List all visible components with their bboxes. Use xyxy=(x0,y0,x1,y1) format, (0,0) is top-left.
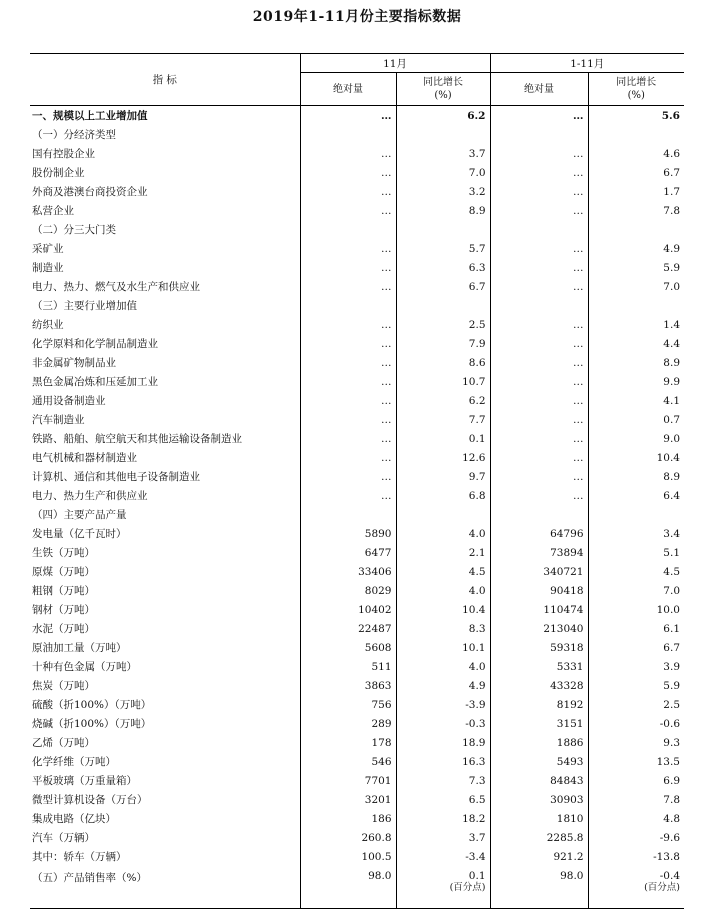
row-name: 焦炭（万吨） xyxy=(32,680,95,692)
cell-absolute-november xyxy=(300,125,396,144)
cell-absolute-jan-nov: … xyxy=(490,163,588,182)
cell-yoy-jan-nov xyxy=(588,296,684,315)
cell-absolute-jan-nov: … xyxy=(490,372,588,391)
row-name: 计算机、通信和其他电子设备制造业 xyxy=(32,471,200,483)
cell-absolute-november xyxy=(300,505,396,524)
row-name: 汽车制造业 xyxy=(32,414,85,426)
row-name: 股份制企业 xyxy=(32,167,85,179)
cell-yoy-november: 10.1 xyxy=(396,638,490,657)
cell-absolute-november: … xyxy=(300,277,396,296)
row-name: 采矿业 xyxy=(32,243,64,255)
table-row xyxy=(30,771,684,790)
table-row xyxy=(30,809,684,828)
cell-absolute-jan-nov: … xyxy=(490,201,588,220)
cell-yoy-november: -3.9 xyxy=(396,695,490,714)
cell-yoy-november: 4.9 xyxy=(396,676,490,695)
cell-yoy-november: 4.5 xyxy=(396,562,490,581)
table-row-sales-rate xyxy=(30,866,684,909)
row-name: 钢材（万吨） xyxy=(32,604,95,616)
cell-absolute-jan-nov: 110474 xyxy=(490,600,588,619)
cell-absolute-jan-nov: 59318 xyxy=(490,638,588,657)
row-name: 化学纤维（万吨） xyxy=(32,756,116,768)
cell-absolute-november: 3863 xyxy=(300,676,396,695)
cell-absolute-jan-nov: 921.2 xyxy=(490,847,588,866)
cell-absolute-november: 10402 xyxy=(300,600,396,619)
cell-absolute-november: … xyxy=(300,201,396,220)
table-row xyxy=(30,714,684,733)
row-name: 生铁（万吨） xyxy=(32,547,95,559)
cell-yoy-jan-nov: 6.4 xyxy=(588,486,684,505)
cell-absolute-jan-nov: … xyxy=(490,467,588,486)
cell-yoy-jan-nov: 6.7 xyxy=(588,163,684,182)
cell-absolute-november: 756 xyxy=(300,695,396,714)
cell-absolute-jan-nov: … xyxy=(490,429,588,448)
cell-absolute-jan-nov: … xyxy=(490,258,588,277)
table-row xyxy=(30,125,684,144)
cell-yoy-november xyxy=(396,296,490,315)
cell-yoy-november: 6.3 xyxy=(396,258,490,277)
cell-absolute-november: … xyxy=(300,372,396,391)
cell-absolute-jan-nov: … xyxy=(490,334,588,353)
row-name: 水泥（万吨） xyxy=(32,623,95,635)
cell-yoy-november: 10.7 xyxy=(396,372,490,391)
cell-yoy-jan-nov: 6.7 xyxy=(588,638,684,657)
cell-absolute-november: … xyxy=(300,467,396,486)
header-yoy-1-line2: (%) xyxy=(434,90,452,101)
table-row xyxy=(30,543,684,562)
row-name: 电力、热力生产和供应业 xyxy=(32,490,148,502)
row-name: 国有控股企业 xyxy=(32,148,95,160)
cell-yoy-november: 18.9 xyxy=(396,733,490,752)
cell-absolute-jan-nov xyxy=(490,220,588,239)
cell-yoy-jan-nov: 8.9 xyxy=(588,467,684,486)
cell-yoy-jan-nov: 7.8 xyxy=(588,790,684,809)
table-row xyxy=(30,163,684,182)
cell-absolute-jan-nov: 73894 xyxy=(490,543,588,562)
header-yoy-1-line1: 同比增长 xyxy=(423,77,463,88)
table-row xyxy=(30,277,684,296)
header-absolute-1: 绝对量 xyxy=(300,73,396,106)
table-row xyxy=(30,448,684,467)
row-name: 十种有色金属（万吨） xyxy=(32,661,137,673)
cell-yoy-jan-nov-note: (百分点) xyxy=(644,882,680,893)
row-name: 原煤（万吨） xyxy=(32,566,95,578)
table-row xyxy=(30,486,684,505)
header-absolute-2: 绝对量 xyxy=(490,73,588,106)
cell-yoy-november: 5.7 xyxy=(396,239,490,258)
cell-yoy-jan-nov: 6.9 xyxy=(588,771,684,790)
cell-yoy-jan-nov: -0.6 xyxy=(588,714,684,733)
cell-yoy-jan-nov: 0.7 xyxy=(588,410,684,429)
cell-absolute-november: … xyxy=(300,239,396,258)
cell-absolute-jan-nov: 2285.8 xyxy=(490,828,588,847)
cell-yoy-jan-nov: 7.0 xyxy=(588,277,684,296)
cell-absolute-jan-nov: 43328 xyxy=(490,676,588,695)
table-row xyxy=(30,144,684,163)
cell-yoy-jan-nov: 9.9 xyxy=(588,372,684,391)
cell-yoy-november: 3.7 xyxy=(396,828,490,847)
cell-yoy-jan-nov: 7.0 xyxy=(588,581,684,600)
row-name: 烧碱（折100%）（万吨） xyxy=(32,718,152,730)
cell-yoy-jan-nov: 3.4 xyxy=(588,524,684,543)
table-row xyxy=(30,353,684,372)
cell-yoy-november: 4.0 xyxy=(396,581,490,600)
table-row xyxy=(30,657,684,676)
row-name: 纺织业 xyxy=(32,319,64,331)
cell-yoy-november: 18.2 xyxy=(396,809,490,828)
table-row xyxy=(30,562,684,581)
table-row xyxy=(30,847,684,866)
cell-absolute-november: … xyxy=(300,258,396,277)
cell-yoy-jan-nov: 4.6 xyxy=(588,144,684,163)
row-name: 其中：轿车（万辆） xyxy=(32,851,127,863)
table-row xyxy=(30,505,684,524)
cell-absolute-november: 22487 xyxy=(300,619,396,638)
row-name: 外商及港澳台商投资企业 xyxy=(32,186,148,198)
cell-yoy-jan-nov xyxy=(588,505,684,524)
cell-absolute-jan-nov: 64796 xyxy=(490,524,588,543)
cell-yoy-jan-nov: 4.8 xyxy=(588,809,684,828)
table-row xyxy=(30,524,684,543)
cell-yoy-november: -3.4 xyxy=(396,847,490,866)
cell-yoy-jan-nov: 1.7 xyxy=(588,182,684,201)
table-row xyxy=(30,695,684,714)
cell-absolute-jan-nov: … xyxy=(490,391,588,410)
cell-yoy-november: 2.5 xyxy=(396,315,490,334)
row-name: 发电量（亿千瓦时） xyxy=(32,528,127,540)
cell-yoy-november xyxy=(396,220,490,239)
cell-absolute-november: … xyxy=(300,391,396,410)
cell-absolute-jan-nov xyxy=(490,505,588,524)
cell-yoy-november: 8.3 xyxy=(396,619,490,638)
cell-absolute-jan-nov: … xyxy=(490,182,588,201)
cell-yoy-jan-nov-value: -0.4 xyxy=(659,870,680,882)
row-name: 集成电路（亿块） xyxy=(32,813,116,825)
cell-yoy-november: 10.4 xyxy=(396,600,490,619)
cell-yoy-jan-nov: 4.1 xyxy=(588,391,684,410)
row-name: 电气机械和器材制造业 xyxy=(32,452,137,464)
cell-yoy-november xyxy=(396,505,490,524)
cell-absolute-november: 7701 xyxy=(300,771,396,790)
cell-yoy-november-note: (百分点) xyxy=(449,882,486,893)
cell-yoy-jan-nov: -13.8 xyxy=(588,847,684,866)
cell-yoy-jan-nov: 10.0 xyxy=(588,600,684,619)
cell-yoy-november: 8.9 xyxy=(396,201,490,220)
cell-absolute-november: … xyxy=(300,163,396,182)
cell-yoy-november: 6.7 xyxy=(396,277,490,296)
table-row xyxy=(30,733,684,752)
cell-yoy-jan-nov: 4.4 xyxy=(588,334,684,353)
table-row xyxy=(30,258,684,277)
header-yoy-1 xyxy=(396,73,490,106)
cell-yoy-november: 6.5 xyxy=(396,790,490,809)
cell-absolute-november: 260.8 xyxy=(300,828,396,847)
table-row xyxy=(30,315,684,334)
cell-yoy-jan-nov: 6.1 xyxy=(588,619,684,638)
page-title: 2019年1-11月份主要指标数据 xyxy=(252,9,462,25)
cell-absolute-jan-nov: … xyxy=(490,106,588,126)
cell-absolute-november: … xyxy=(300,106,396,126)
row-name: 私营企业 xyxy=(32,205,74,217)
cell-absolute-jan-nov: … xyxy=(490,277,588,296)
cell-yoy-november: 4.0 xyxy=(396,524,490,543)
cell-absolute-jan-nov: … xyxy=(490,410,588,429)
cell-absolute-jan-nov: 30903 xyxy=(490,790,588,809)
table-row xyxy=(30,429,684,448)
cell-yoy-jan-nov: 8.9 xyxy=(588,353,684,372)
cell-yoy-jan-nov: 1.4 xyxy=(588,315,684,334)
cell-absolute-november: … xyxy=(300,429,396,448)
header-yoy-2-line2: (%) xyxy=(627,90,645,101)
row-name: 铁路、船舶、航空航天和其他运输设备制造业 xyxy=(32,433,242,445)
cell-yoy-jan-nov: 3.9 xyxy=(588,657,684,676)
cell-absolute-jan-nov xyxy=(490,125,588,144)
cell-yoy-november: 8.6 xyxy=(396,353,490,372)
cell-yoy-jan-nov: -9.6 xyxy=(588,828,684,847)
cell-yoy-november: 6.8 xyxy=(396,486,490,505)
cell-absolute-jan-nov: 8192 xyxy=(490,695,588,714)
cell-absolute-jan-nov: 84843 xyxy=(490,771,588,790)
cell-absolute-november: … xyxy=(300,144,396,163)
header-yoy-2-line1: 同比增长 xyxy=(616,77,657,88)
row-name: 制造业 xyxy=(32,262,64,274)
row-name: 通用设备制造业 xyxy=(32,395,106,407)
table-row xyxy=(30,676,684,695)
cell-absolute-november: … xyxy=(300,334,396,353)
cell-yoy-jan-nov xyxy=(588,866,684,909)
cell-absolute-jan-nov: 213040 xyxy=(490,619,588,638)
indicator-table xyxy=(30,53,684,909)
table-row xyxy=(30,467,684,486)
cell-yoy-november: 16.3 xyxy=(396,752,490,771)
cell-absolute-november: 8029 xyxy=(300,581,396,600)
row-name: （四）主要产品产量 xyxy=(32,509,127,521)
cell-absolute-november xyxy=(300,220,396,239)
cell-yoy-november xyxy=(396,866,490,909)
cell-yoy-november: 7.3 xyxy=(396,771,490,790)
table-row xyxy=(30,828,684,847)
row-name: 黑色金属冶炼和压延加工业 xyxy=(32,376,158,388)
cell-absolute-jan-nov: 340721 xyxy=(490,562,588,581)
cell-absolute-november: … xyxy=(300,353,396,372)
cell-yoy-jan-nov: 4.5 xyxy=(588,562,684,581)
cell-yoy-november: 6.2 xyxy=(396,106,490,126)
table-row xyxy=(30,334,684,353)
table-row xyxy=(30,220,684,239)
cell-yoy-jan-nov: 9.0 xyxy=(588,429,684,448)
cell-absolute-jan-nov: 5331 xyxy=(490,657,588,676)
cell-absolute-november: 186 xyxy=(300,809,396,828)
table-row xyxy=(30,372,684,391)
cell-yoy-november: 4.0 xyxy=(396,657,490,676)
cell-absolute-november xyxy=(300,296,396,315)
cell-yoy-jan-nov xyxy=(588,220,684,239)
table-row xyxy=(30,201,684,220)
header-period-november: 11月 xyxy=(300,54,490,73)
cell-yoy-november: 9.7 xyxy=(396,467,490,486)
table-row xyxy=(30,296,684,315)
table-row xyxy=(30,638,684,657)
cell-absolute-jan-nov: 5493 xyxy=(490,752,588,771)
cell-absolute-november: 98.0 xyxy=(300,866,396,909)
cell-absolute-jan-nov: … xyxy=(490,315,588,334)
row-name: 粗钢（万吨） xyxy=(32,585,95,597)
cell-yoy-jan-nov: 4.9 xyxy=(588,239,684,258)
row-name: 汽车（万辆） xyxy=(32,832,95,844)
cell-yoy-november-value: 0.1 xyxy=(468,870,486,882)
cell-absolute-jan-nov xyxy=(490,296,588,315)
cell-yoy-jan-nov: 9.3 xyxy=(588,733,684,752)
cell-absolute-november: … xyxy=(300,315,396,334)
cell-absolute-jan-nov: 3151 xyxy=(490,714,588,733)
cell-yoy-jan-nov: 5.9 xyxy=(588,258,684,277)
table-row xyxy=(30,600,684,619)
table-row xyxy=(30,410,684,429)
cell-absolute-november: 6477 xyxy=(300,543,396,562)
cell-yoy-november: 7.9 xyxy=(396,334,490,353)
cell-yoy-jan-nov: 5.1 xyxy=(588,543,684,562)
cell-absolute-jan-nov: … xyxy=(490,448,588,467)
cell-yoy-november: 7.0 xyxy=(396,163,490,182)
cell-yoy-november: 0.1 xyxy=(396,429,490,448)
header-period-jan-nov: 1-11月 xyxy=(490,54,684,73)
cell-absolute-jan-nov: … xyxy=(490,486,588,505)
cell-absolute-jan-nov: 98.0 xyxy=(490,866,588,909)
cell-absolute-jan-nov: … xyxy=(490,144,588,163)
row-name: 一、规模以上工业增加值 xyxy=(32,110,148,122)
table-row xyxy=(30,106,684,126)
cell-absolute-november: … xyxy=(300,410,396,429)
row-name: 非金属矿物制品业 xyxy=(32,357,116,369)
row-name: 原油加工量（万吨） xyxy=(32,642,127,654)
cell-absolute-november: 33406 xyxy=(300,562,396,581)
row-name: （二）分三大门类 xyxy=(32,224,116,236)
table-row xyxy=(30,182,684,201)
cell-absolute-jan-nov: 1810 xyxy=(490,809,588,828)
cell-absolute-november: 100.5 xyxy=(300,847,396,866)
table-row xyxy=(30,752,684,771)
cell-absolute-november: 546 xyxy=(300,752,396,771)
cell-yoy-november: -0.3 xyxy=(396,714,490,733)
row-name: （三）主要行业增加值 xyxy=(32,300,137,312)
cell-yoy-jan-nov: 2.5 xyxy=(588,695,684,714)
cell-absolute-november: 5608 xyxy=(300,638,396,657)
row-name: 乙烯（万吨） xyxy=(32,737,95,749)
row-name: 硫酸（折100%）（万吨） xyxy=(32,699,152,711)
cell-yoy-november: 6.2 xyxy=(396,391,490,410)
cell-yoy-jan-nov xyxy=(588,125,684,144)
row-name: （五）产品销售率（%） xyxy=(30,866,300,909)
table-row xyxy=(30,239,684,258)
cell-absolute-november: … xyxy=(300,486,396,505)
cell-absolute-jan-nov: … xyxy=(490,239,588,258)
table-body xyxy=(30,106,684,867)
cell-yoy-november: 7.7 xyxy=(396,410,490,429)
cell-absolute-november: … xyxy=(300,182,396,201)
cell-absolute-jan-nov: 1886 xyxy=(490,733,588,752)
cell-yoy-november xyxy=(396,125,490,144)
cell-yoy-november: 2.1 xyxy=(396,543,490,562)
row-name: 电力、热力、燃气及水生产和供应业 xyxy=(32,281,200,293)
cell-yoy-jan-nov: 10.4 xyxy=(588,448,684,467)
cell-yoy-jan-nov: 5.9 xyxy=(588,676,684,695)
table-row xyxy=(30,391,684,410)
row-name: 微型计算机设备（万台） xyxy=(32,794,148,806)
cell-yoy-jan-nov: 5.6 xyxy=(588,106,684,126)
row-name: （一）分经济类型 xyxy=(32,129,116,141)
row-name: 平板玻璃（万重量箱） xyxy=(32,775,137,787)
cell-yoy-november: 3.2 xyxy=(396,182,490,201)
table-row xyxy=(30,581,684,600)
cell-absolute-november: 5890 xyxy=(300,524,396,543)
cell-yoy-jan-nov: 13.5 xyxy=(588,752,684,771)
row-name: 化学原料和化学制品制造业 xyxy=(32,338,158,350)
cell-absolute-november: 511 xyxy=(300,657,396,676)
cell-yoy-november: 12.6 xyxy=(396,448,490,467)
cell-yoy-jan-nov: 7.8 xyxy=(588,201,684,220)
cell-yoy-november: 3.7 xyxy=(396,144,490,163)
table-row xyxy=(30,790,684,809)
cell-absolute-november: 178 xyxy=(300,733,396,752)
cell-absolute-jan-nov: 90418 xyxy=(490,581,588,600)
header-indicator: 指 标 xyxy=(30,54,300,106)
cell-absolute-jan-nov: … xyxy=(490,353,588,372)
cell-absolute-november: 289 xyxy=(300,714,396,733)
cell-absolute-november: 3201 xyxy=(300,790,396,809)
cell-absolute-november: … xyxy=(300,448,396,467)
table-row xyxy=(30,619,684,638)
header-yoy-2 xyxy=(588,73,684,106)
